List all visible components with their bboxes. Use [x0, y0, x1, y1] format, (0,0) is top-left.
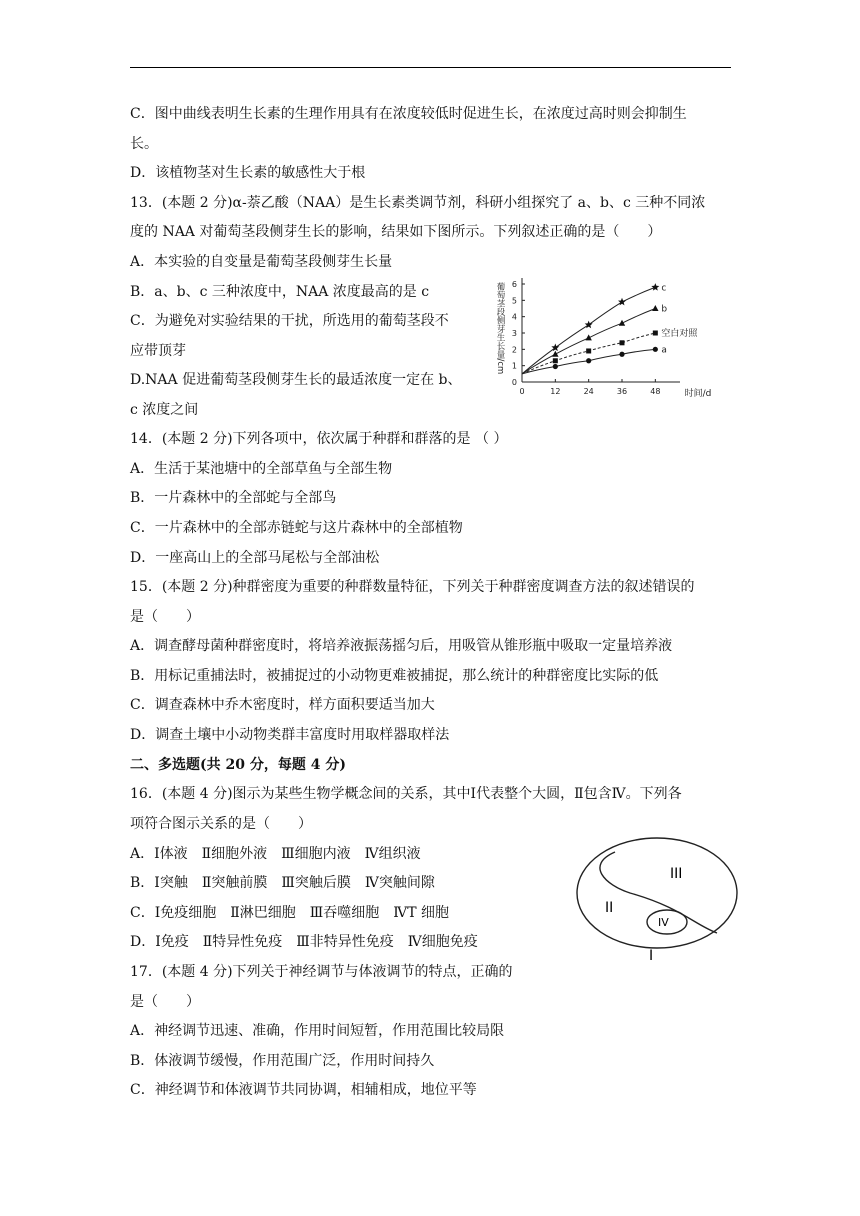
text-line: B．a、b、c 三种浓度中，NAA 浓度最高的是 c [130, 284, 430, 300]
x-axis-label: 时间/d [684, 389, 712, 399]
data-point-square [653, 331, 658, 336]
y-tick-label: 5 [511, 296, 517, 306]
series-label: a [661, 345, 667, 356]
y-tick-label: 3 [511, 329, 517, 338]
y-tick-label: 1 [511, 361, 517, 371]
text-line: C．Ⅰ免疫细胞 Ⅱ淋巴细胞 Ⅲ吞噬细胞 ⅣT 细胞 [130, 905, 450, 921]
text-line: C．一片森林中的全部赤链蛇与这片森林中的全部植物 [130, 520, 463, 536]
text-line: 应带顶芽 [130, 343, 186, 359]
text-line: B．一片森林中的全部蛇与全部鸟 [130, 490, 337, 506]
text-line: 是（ ） [130, 609, 200, 625]
text-line: 度的 NAA 对葡萄茎段侧芽生长的影响，结果如下图所示。下列叙述正确的是（ ） [130, 224, 662, 240]
header-rule [130, 67, 731, 68]
text-line: D．该植物茎对生长素的敏感性大于根 [130, 165, 366, 181]
y-tick-label: 6 [511, 280, 517, 289]
x-tick-label: 24 [583, 387, 594, 396]
data-point-square [586, 348, 591, 353]
x-tick-label: 48 [650, 387, 661, 396]
text-line: 16．(本题 4 分)图示为某些生物学概念间的关系，其中Ⅰ代表整个大圆，Ⅱ包含Ⅳ。下列各 [130, 786, 682, 802]
text-line: D．一座高山上的全部马尾松与全部油松 [130, 550, 380, 566]
text-line: C．神经调节和体液调节共同协调，相辅相成，地位平等 [130, 1082, 477, 1098]
y-axis-label: 葡萄茎段侧芽生长量/cm [495, 282, 505, 375]
text-line: A．神经调节迅速、准确，作用时间短暂，作用范围比较局限 [130, 1023, 505, 1039]
series-label: c [661, 283, 667, 294]
naa-growth-chart [490, 270, 730, 410]
data-point-square [553, 358, 558, 363]
text-line: 二、多选题(共 20 分，每题 4 分) [130, 757, 346, 773]
x-tick-label: 12 [550, 387, 561, 396]
text-line: 15．(本题 2 分)种群密度为重要的种群数量特征，下列关于种群密度调查方法的叙述错误的 [130, 579, 695, 595]
text-line: A．调查酵母菌种群密度时，将培养液振荡摇匀后，用吸管从锥形瓶中吸取一定量培养液 [130, 638, 673, 654]
data-point-circle [553, 364, 558, 369]
text-line: D.NAA 促进葡萄茎段侧芽生长的最适浓度一定在 b、 [130, 372, 462, 388]
text-line: A．本实验的自变量是葡萄茎段侧芽生长量 [130, 254, 393, 270]
text-line: B．用标记重捕法时，被捕捉过的小动物更难被捕捉，那么统计的种群密度比实际的低 [130, 668, 659, 684]
text-line: 13．(本题 2 分)α-萘乙酸（NAA）是生长素类调节剂，科研小组探究了 a、b、c 三种不同浓 [130, 195, 706, 211]
text-line: A．Ⅰ体液 Ⅱ细胞外液 Ⅲ细胞内液 Ⅳ组织液 [130, 846, 421, 862]
text-line: 是（ ） [130, 994, 200, 1010]
text-line: 长。 [130, 136, 158, 152]
text-line: 项符合图示关系的是（ ） [130, 816, 312, 832]
text-line: B．体液调节缓慢，作用范围广泛，作用时间持久 [130, 1053, 435, 1069]
series-label: b [661, 304, 668, 315]
text-line: B．Ⅰ突触 Ⅱ突触前膜 Ⅲ突触后膜 Ⅳ突触间隙 [130, 875, 435, 891]
series-label: 空白对照 [661, 329, 698, 339]
text-line: D．Ⅰ免疫 Ⅱ特异性免疫 Ⅲ非特异性免疫 Ⅳ细胞免疫 [130, 934, 478, 950]
text-line: D．调查土壤中小动物类群丰富度时用取样器取样法 [130, 727, 450, 743]
series-line-2 [522, 309, 655, 374]
data-point-circle [619, 352, 624, 357]
data-point-triangle [585, 334, 591, 340]
text-line: C．为避免对实验结果的干扰，所选用的葡萄茎段不 [130, 313, 449, 329]
data-point-square [620, 340, 625, 345]
label-iii: III [670, 866, 683, 882]
text-line: A．生活于某池塘中的全部草鱼与全部生物 [130, 461, 393, 477]
label-ii: II [605, 900, 614, 916]
data-point-triangle [552, 351, 558, 357]
x-tick-label: 0 [519, 387, 525, 396]
text-line: C．调查森林中乔木密度时，样方面积要适当加大 [130, 697, 435, 713]
data-point-circle [653, 347, 658, 352]
data-point-circle [586, 358, 591, 363]
data-point-triangle [652, 305, 658, 311]
text-line: c 浓度之间 [130, 402, 199, 418]
text-line: C．图中曲线表明生长素的生理作用具有在浓度较低时促进生长，在浓度过高时则会抑制生 [130, 106, 687, 122]
text-line: 17．(本题 4 分)下列关于神经调节与体液调节的特点，正确的 [130, 964, 513, 980]
concept-venn-diagram [575, 835, 740, 965]
data-point-star [651, 283, 659, 291]
x-tick-label: 36 [616, 387, 628, 396]
y-tick-label: 2 [511, 345, 517, 355]
y-tick-label: 0 [511, 378, 517, 387]
label-iv: IV [658, 916, 669, 929]
data-point-triangle [619, 320, 625, 326]
label-i: I [649, 948, 654, 964]
text-line: 14．(本题 2 分)下列各项中，依次属于种群和群落的是 （ ） [130, 431, 508, 447]
y-tick-label: 4 [511, 312, 517, 322]
